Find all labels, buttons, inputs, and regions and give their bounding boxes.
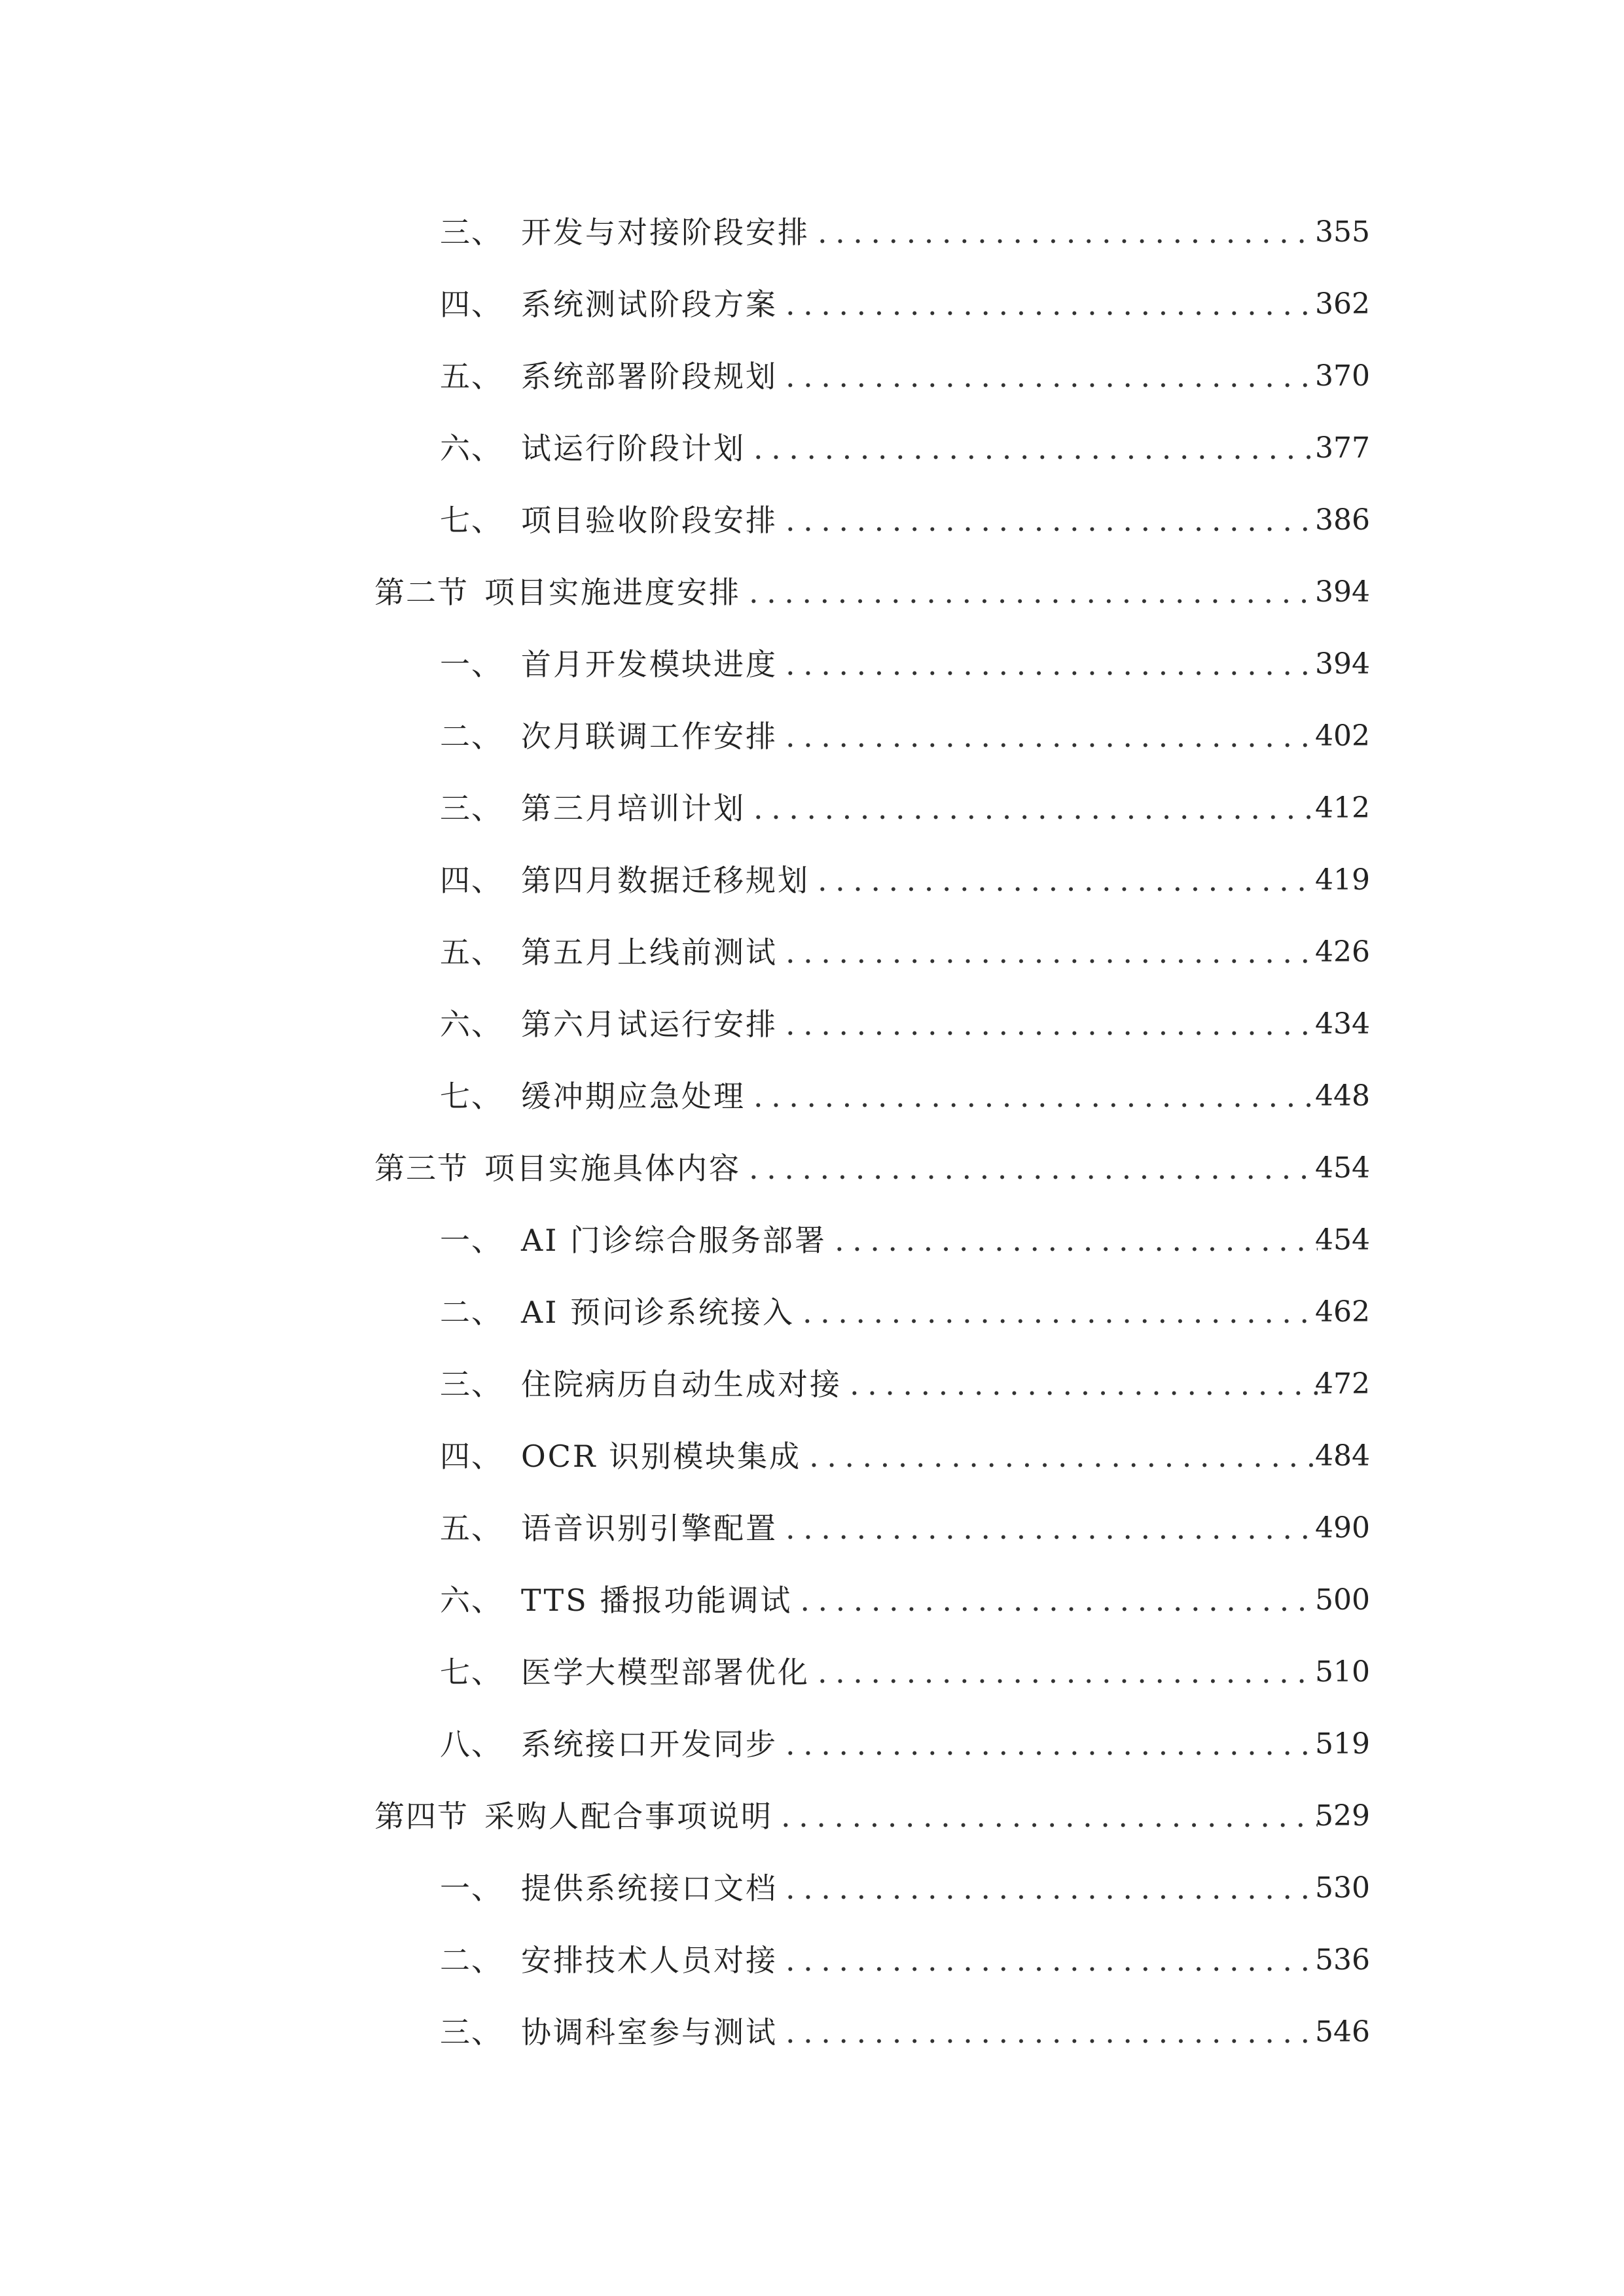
toc-entry[interactable] [0,1492,1624,1564]
toc-entry-title: 第四月数据迁移规划 [521,863,810,898]
toc-entry-number: 四、 [440,287,503,322]
dot-leader [850,1365,1318,1404]
toc-entry-page-number: 536 [1315,1943,1370,1977]
toc-entry-title: AI 预问诊系统接入 [521,1295,795,1330]
toc-entry-title: 第三月培训计划 [521,791,746,826]
toc-entry-title: 住院病历自动生成对接 [521,1367,842,1402]
toc-entry-number: 一、 [440,1871,503,1906]
toc-entry[interactable] [0,844,1624,916]
toc-entry-title: 医学大模型部署优化 [521,1655,810,1690]
toc-entry-title: 安排技术人员对接 [521,1943,778,1978]
dot-leader [785,645,1318,684]
toc-entry[interactable] [0,340,1624,412]
toc-entry-number: 五、 [440,935,503,970]
toc-entry-number: 五、 [440,1511,503,1546]
dot-leader [800,1581,1318,1620]
toc-entry[interactable] [0,700,1624,772]
toc-entry[interactable] [0,196,1624,268]
toc-entry-title: 协调科室参与测试 [521,2015,778,2050]
toc-section-title: 项目实施进度安排 [484,575,741,610]
toc-section-number: 第四节 [374,1799,469,1834]
toc-entry[interactable] [0,1348,1624,1420]
toc-entry-page-number: 434 [1315,1007,1370,1041]
dot-leader [749,1149,1318,1188]
dot-leader [785,1725,1318,1764]
toc-entry-number: 三、 [440,215,503,250]
toc-entry-page-number: 426 [1315,935,1370,969]
toc-entry[interactable] [0,1708,1624,1780]
toc-entry-number: 三、 [440,2015,503,2050]
dot-leader [749,573,1318,612]
toc-entry-title: 第五月上线前测试 [521,935,778,970]
toc-entry-page-number: 362 [1315,287,1370,321]
toc-entry-title: 项目验收阶段安排 [521,503,778,538]
toc-entry[interactable] [0,1060,1624,1132]
dot-leader [785,933,1318,972]
toc-entry-number: 四、 [440,1439,503,1474]
toc-entry[interactable] [0,268,1624,340]
toc-entry-page-number: 394 [1315,575,1370,609]
toc-entry-number: 一、 [440,647,503,682]
toc-entry[interactable] [0,1420,1624,1492]
dot-leader [818,213,1318,252]
toc-entry-number: 六、 [440,1583,503,1618]
toc-entry-number: 七、 [440,1655,503,1690]
toc-entry-page-number: 454 [1315,1151,1370,1185]
toc-section-number: 第二节 [374,575,469,610]
toc-entry-number: 四、 [440,863,503,898]
toc-section-number: 第三节 [374,1151,469,1186]
toc-entry-page-number: 370 [1315,359,1370,393]
toc-entry-title: OCR 识别模块集成 [521,1439,802,1474]
toc-entry-number: 六、 [440,1007,503,1042]
dot-leader [753,789,1318,828]
toc-entry-title: 第六月试运行安排 [521,1007,778,1042]
dot-leader [809,1437,1318,1476]
toc-entry[interactable] [0,484,1624,556]
dot-leader [785,501,1318,540]
toc-entry-title: 次月联调工作安排 [521,719,778,754]
toc-entry[interactable] [0,772,1624,844]
toc-entry-page-number: 510 [1315,1655,1370,1689]
toc-entry-number: 二、 [440,1943,503,1978]
toc-entry-number: 六、 [440,431,503,466]
toc-entry-page-number: 402 [1315,719,1370,753]
toc-entry-number: 七、 [440,1079,503,1114]
toc-entry-title: 系统测试阶段方案 [521,287,778,322]
toc-entry-page-number: 490 [1315,1511,1370,1545]
dot-leader [785,1005,1318,1044]
toc-entry-title: 缓冲期应急处理 [521,1079,746,1114]
toc-entry-page-number: 412 [1315,791,1370,825]
toc-entry-title: 首月开发模块进度 [521,647,778,682]
toc-entry-title: 系统部署阶段规划 [521,359,778,394]
toc-entry-page-number: 355 [1315,215,1370,249]
toc-entry-number: 三、 [440,791,503,826]
toc-entry-page-number: 484 [1315,1439,1370,1473]
toc-entry[interactable] [0,412,1624,484]
toc-entry-page-number: 472 [1315,1367,1370,1401]
toc-entry-number: 二、 [440,719,503,754]
toc-entry[interactable] [0,1276,1624,1348]
toc-section-title: 采购人配合事项说明 [484,1799,773,1834]
dot-leader [785,1941,1318,1980]
toc-entry-page-number: 500 [1315,1583,1370,1617]
toc-entry-page-number: 529 [1315,1799,1370,1833]
toc-entry[interactable] [0,988,1624,1060]
toc-entry[interactable] [0,1204,1624,1276]
toc-entry[interactable] [0,1852,1624,1924]
toc-entry-number: 八、 [440,1727,503,1762]
dot-leader [781,1797,1318,1836]
toc-entry-page-number: 546 [1315,2015,1370,2049]
dot-leader [785,1509,1318,1548]
dot-leader [785,2013,1318,2052]
dot-leader [803,1293,1318,1332]
toc-entry-page-number: 454 [1315,1223,1370,1257]
toc-section-title: 项目实施具体内容 [484,1151,741,1186]
toc-entry-title: AI 门诊综合服务部署 [521,1223,827,1258]
dot-leader [785,285,1318,324]
toc-section-entry[interactable] [0,556,1624,628]
toc-entry-number: 一、 [440,1223,503,1258]
dot-leader [785,717,1318,756]
toc-entry-title: 试运行阶段计划 [521,431,746,466]
toc-entry-number: 三、 [440,1367,503,1402]
toc-entry-page-number: 419 [1315,863,1370,897]
dot-leader [818,1653,1318,1692]
dot-leader [835,1221,1318,1260]
toc-entry-page-number: 519 [1315,1727,1370,1761]
toc-entry-page-number: 377 [1315,431,1370,465]
toc-entry-title: 提供系统接口文档 [521,1871,778,1906]
toc-entry-number: 七、 [440,503,503,538]
dot-leader [818,861,1318,900]
toc-entry[interactable] [0,1636,1624,1708]
toc-entry-page-number: 462 [1315,1295,1370,1329]
dot-leader [753,429,1318,468]
toc-entry-page-number: 394 [1315,647,1370,681]
toc-entry-page-number: 448 [1315,1079,1370,1113]
toc-section-entry[interactable] [0,1132,1624,1204]
toc-entry[interactable] [0,628,1624,700]
dot-leader [753,1077,1318,1116]
toc-entry-page-number: 386 [1315,503,1370,537]
toc-entry[interactable] [0,1996,1624,2068]
table-of-contents [0,196,1624,2068]
toc-entry-title: 语音识别引擎配置 [521,1511,778,1546]
toc-entry-title: 系统接口开发同步 [521,1727,778,1762]
toc-section-entry[interactable] [0,1780,1624,1852]
toc-entry-title: 开发与对接阶段安排 [521,215,810,250]
toc-entry[interactable] [0,916,1624,988]
toc-entry[interactable] [0,1924,1624,1996]
toc-entry-title: TTS 播报功能调试 [521,1583,793,1618]
toc-entry[interactable] [0,1564,1624,1636]
toc-entry-number: 五、 [440,359,503,394]
dot-leader [785,1869,1318,1908]
toc-entry-number: 二、 [440,1295,503,1330]
toc-entry-page-number: 530 [1315,1871,1370,1905]
dot-leader [785,357,1318,396]
